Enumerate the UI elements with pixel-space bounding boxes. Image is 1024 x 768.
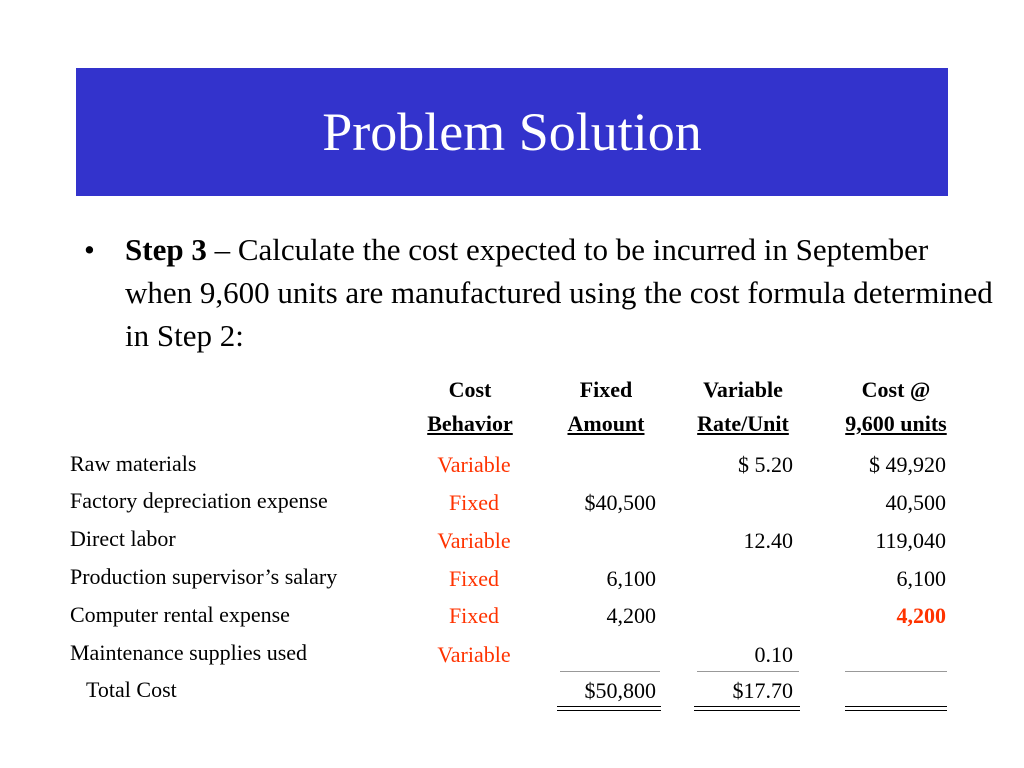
behavior-cell: Variable — [437, 642, 511, 667]
total-label: Total Cost — [86, 677, 177, 702]
row-label: Raw materials — [70, 451, 197, 476]
subtotal-rule — [560, 671, 660, 672]
bullet-text — [125, 228, 994, 357]
subtotal-rule — [697, 671, 799, 672]
cost-cell: 119,040 — [875, 528, 946, 553]
row-label: Direct labor — [70, 526, 176, 551]
header-line: Cost @ — [861, 377, 931, 402]
fixed-amount-cell: $40,500 — [584, 490, 656, 515]
header-cost-behavior — [404, 373, 536, 441]
bullet-point — [84, 228, 994, 357]
header-line: Fixed — [579, 377, 633, 402]
slide-title: Problem Solution — [322, 102, 702, 162]
subtotal-rule — [845, 671, 947, 672]
header-line: Rate/Unit — [697, 411, 789, 436]
row-label: Computer rental expense — [70, 602, 290, 627]
header-line: Variable — [703, 377, 783, 402]
behavior-cell: Fixed — [448, 566, 500, 591]
behavior-cell: Fixed — [448, 603, 500, 628]
bullet-marker: • — [84, 232, 95, 267]
row-label: Production supervisor’s salary — [70, 564, 338, 589]
header-line: Amount — [567, 411, 645, 436]
header-line: Cost — [448, 377, 492, 402]
total-fixed-amount: $50,800 — [584, 678, 656, 703]
header-cost-at-units — [824, 373, 968, 441]
behavior-cell: Variable — [437, 528, 511, 553]
fixed-amount-cell: 4,200 — [606, 603, 656, 628]
cost-cell: 6,100 — [896, 566, 946, 591]
variable-rate-cell: 0.10 — [754, 642, 793, 667]
header-line: Behavior — [427, 411, 513, 436]
variable-rate-cell: $ 5.20 — [738, 452, 793, 477]
row-label: Maintenance supplies used — [70, 640, 308, 665]
behavior-cell: Variable — [437, 452, 511, 477]
double-underline — [694, 706, 800, 711]
step-description: – Calculate the cost expected to be incurred in September when 9,600 units are manufactured using the cost formula determined in Step 2: — [125, 232, 993, 353]
header-fixed-amount — [546, 373, 666, 441]
double-underline — [845, 706, 947, 711]
variable-rate-cell: 12.40 — [743, 528, 793, 553]
cost-cell: $ 49,920 — [869, 452, 946, 477]
row-label: Factory depreciation expense — [70, 488, 328, 513]
header-line: 9,600 units — [845, 411, 947, 436]
double-underline — [557, 706, 661, 711]
fixed-amount-cell: 6,100 — [606, 566, 656, 591]
behavior-cell: Fixed — [448, 490, 500, 515]
total-variable-rate: $17.70 — [732, 678, 793, 703]
header-variable-rate — [678, 373, 808, 441]
cost-cell: 40,500 — [885, 490, 946, 515]
title-bar — [76, 68, 948, 196]
cost-cell-highlight: 4,200 — [896, 603, 946, 628]
step-label: Step 3 — [125, 232, 207, 267]
